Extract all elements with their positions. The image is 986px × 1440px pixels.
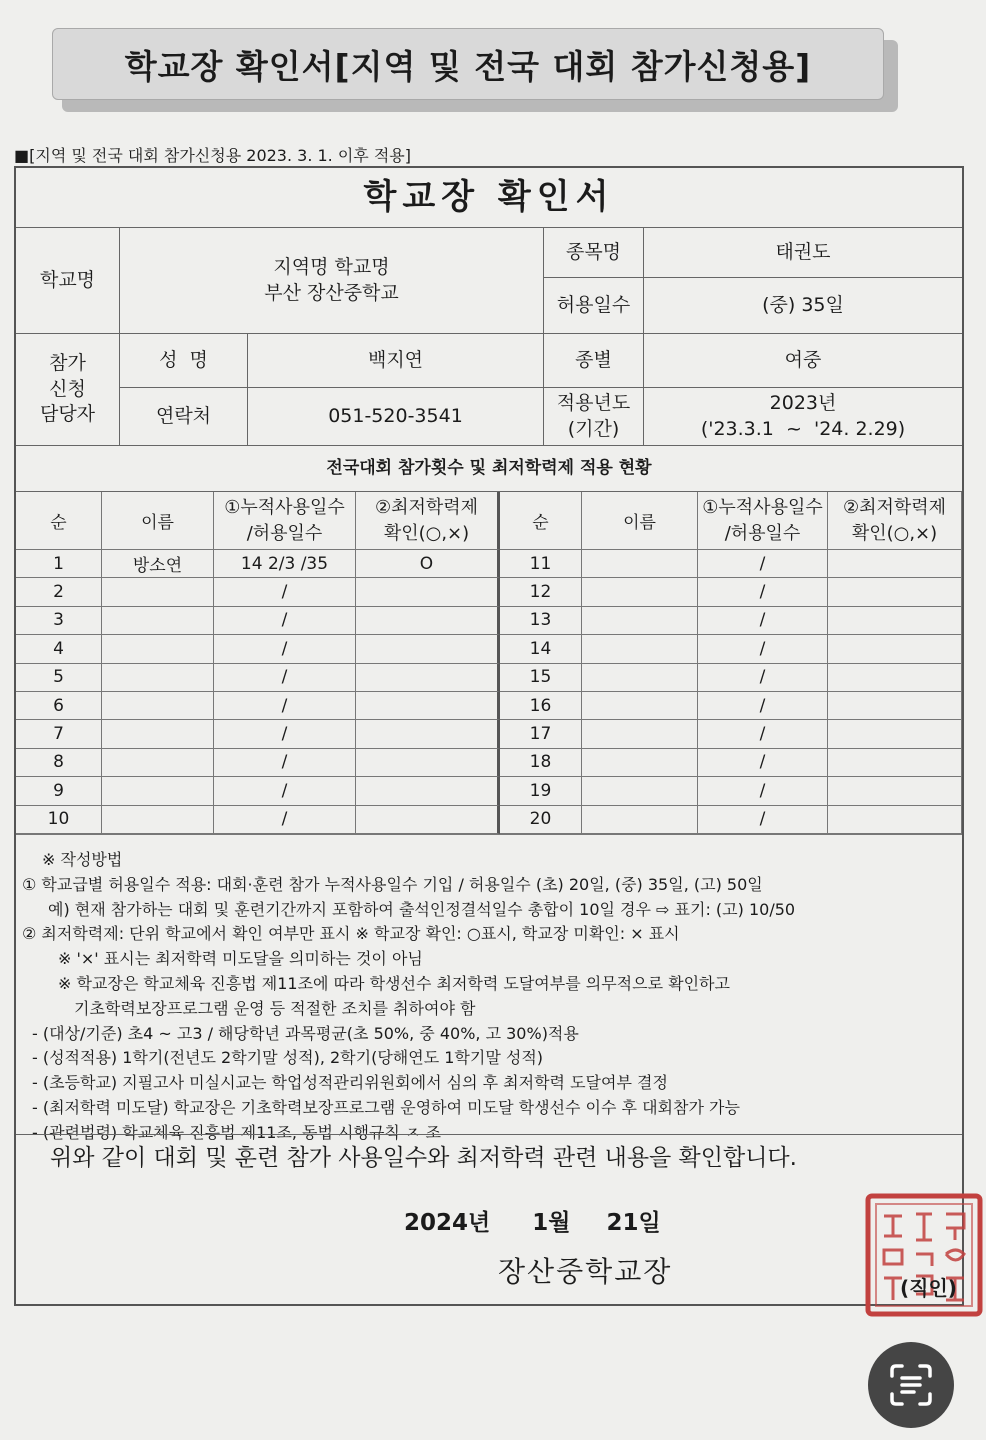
notes-line2: 예) 현재 참가하는 대회 및 훈련기간까지 포함하여 출석인정결석일수 총합이 10일 경우 ⇨ 표기: (고) 10/50: [48, 899, 796, 919]
applicant-label-line3: 담당자: [39, 403, 96, 426]
row-name: [102, 635, 214, 663]
row-check: [356, 749, 500, 777]
row-check: [828, 720, 962, 748]
row-days: /: [214, 777, 356, 805]
right-header-no: 순: [500, 492, 582, 550]
left-header-check-line2: 확인(○,×): [383, 522, 470, 544]
row-no: 9: [16, 777, 102, 805]
row-check: [828, 578, 962, 606]
row-no: 13: [500, 607, 582, 635]
left-header-no: 순: [16, 492, 102, 550]
row-check: [828, 607, 962, 635]
row-days: /: [698, 664, 828, 692]
row-check: [356, 578, 500, 606]
row-days: /: [698, 607, 828, 635]
row-days: /: [214, 607, 356, 635]
confirmation-form: [14, 166, 964, 1306]
row-name: [582, 664, 698, 692]
left-header-name: 이름: [102, 492, 214, 550]
row-check: [356, 664, 500, 692]
row-no: 15: [500, 664, 582, 692]
notes-heading: ※ 작성방법: [42, 850, 123, 869]
row-name: [102, 578, 214, 606]
applicant-label-line2: 신청: [49, 377, 86, 400]
row-no: 10: [16, 806, 102, 834]
right-header-check: [828, 492, 962, 550]
row-name: [582, 635, 698, 663]
issue-date: [404, 1204, 661, 1237]
right-header-check-line1: ②최저학력제: [842, 497, 947, 519]
category-value: 여중: [644, 334, 962, 388]
row-check: [356, 635, 500, 663]
contact-label: 연락처: [120, 388, 248, 446]
form-title: 학교장 확인서: [16, 168, 962, 228]
school-value: [120, 228, 544, 334]
right-header-days-line1: ①누적사용일수: [702, 497, 823, 519]
row-days: /: [698, 749, 828, 777]
row-no: 5: [16, 664, 102, 692]
row-no: 6: [16, 692, 102, 720]
row-no: 19: [500, 777, 582, 805]
right-header-days-line2: /허용일수: [724, 522, 801, 544]
row-name: [582, 749, 698, 777]
row-days: /: [698, 777, 828, 805]
row-no: 8: [16, 749, 102, 777]
status-section-title: 전국대회 참가횟수 및 최저학력제 적용 현황: [16, 446, 962, 492]
right-header-name: 이름: [582, 492, 698, 550]
year-value-line2: ('23.3.1 ~ '24. 2.29): [700, 417, 906, 440]
notes-line7: - (대상/기준) 초4 ~ 고3 / 해당학년 과목평균(초 50%, 중 40%, 고 30%)적용: [32, 1023, 579, 1043]
row-days: /: [698, 692, 828, 720]
row-name: [102, 777, 214, 805]
notes-line9: - (초등학교) 지필고사 미실시교는 학업성적관리위원회에서 심의 후 최저학력 도달여부 결정: [32, 1073, 668, 1093]
row-no: 3: [16, 607, 102, 635]
category-label: 종별: [544, 334, 644, 388]
row-check: [356, 777, 500, 805]
row-no: 18: [500, 749, 582, 777]
left-header-check: [356, 492, 500, 550]
row-check: [828, 749, 962, 777]
row-days: /: [698, 550, 828, 578]
form-subheading: ■[지역 및 전국 대회 참가신청용 2023. 3. 1. 이후 적용]: [14, 146, 412, 165]
row-days: /: [214, 720, 356, 748]
name-label: 성 명: [120, 334, 248, 388]
table-bottom-rule: [16, 834, 962, 835]
applicant-label: [16, 334, 120, 446]
row-name: [102, 607, 214, 635]
row-name: [582, 550, 698, 578]
row-check: O: [356, 550, 500, 578]
row-days: 14 2/3 /35: [214, 550, 356, 578]
row-no: 12: [500, 578, 582, 606]
year-value: [644, 388, 962, 446]
row-name: [582, 607, 698, 635]
right-header-days: [698, 492, 828, 550]
row-name: [582, 777, 698, 805]
row-name: [102, 664, 214, 692]
left-header-check-line1: ②최저학력제: [374, 497, 479, 519]
row-name: [582, 692, 698, 720]
notes-line4: ※ '×' 표시는 최저학력 미도달을 의미하는 것이 아님: [58, 949, 423, 969]
notes-line6: 기초학력보장프로그램 운영 등 적절한 조치를 취하여야 함: [74, 998, 476, 1018]
row-days: /: [698, 635, 828, 663]
notes-line5: ※ 학교장은 학교체육 진흥법 제11조에 따라 학생선수 최저학력 도달여부를 의무적으로 확인하고: [58, 973, 730, 993]
row-days: /: [214, 664, 356, 692]
row-name: [582, 720, 698, 748]
sport-label: 종목명: [544, 228, 644, 278]
school-value-line2: 부산 장산중학교: [264, 281, 399, 304]
banner-title: 학교장 확인서[지역 및 전국 대회 참가신청용]: [52, 28, 884, 100]
row-no: 16: [500, 692, 582, 720]
row-check: [828, 664, 962, 692]
left-header-days-line1: ①누적사용일수: [224, 497, 345, 519]
date-day: 21일: [606, 1210, 661, 1236]
status-table: [16, 492, 962, 834]
row-check: [828, 550, 962, 578]
applicant-label-line1: 참가: [49, 352, 86, 375]
year-value-line1: 2023년: [769, 391, 837, 414]
row-days: /: [214, 692, 356, 720]
year-label: [544, 388, 644, 446]
row-days: /: [214, 578, 356, 606]
row-check: [356, 692, 500, 720]
name-value: 백지연: [248, 334, 544, 388]
year-label-line2: (기간): [567, 417, 620, 440]
row-check: [828, 777, 962, 805]
notes-line8: - (성적적용) 1학기(전년도 2학기말 성적), 2학기(당해연도 1학기말 성적): [32, 1048, 544, 1068]
row-name: [102, 720, 214, 748]
allowed-days-label: 허용일수: [544, 278, 644, 334]
text-scan-icon: [888, 1362, 934, 1408]
row-check: [828, 635, 962, 663]
contact-value: 051-520-3541: [248, 388, 544, 446]
row-name: [582, 806, 698, 834]
text-scan-button[interactable]: [868, 1342, 954, 1428]
notes-line1: ① 학교급별 허용일수 적용: 대회·훈련 참가 누적사용일수 기입 / 허용일수 (초) 20일, (중) 35일, (고) 50일: [22, 874, 763, 894]
principal-title: 장산중학교장: [498, 1255, 673, 1288]
row-days: /: [214, 635, 356, 663]
row-days: /: [214, 749, 356, 777]
confirmation-statement: 위와 같이 대회 및 훈련 참가 사용일수와 최저학력 관련 내용을 확인합니다.: [16, 1134, 962, 1172]
row-no: 20: [500, 806, 582, 834]
writing-instructions: [22, 848, 958, 1146]
notes-line3: ② 최저학력제: 단위 학교에서 확인 여부만 표시 ※ 학교장 확인: ○표시, 학교장 미확인: × 표시: [22, 924, 680, 944]
row-no: 1: [16, 550, 102, 578]
row-no: 14: [500, 635, 582, 663]
row-days: /: [698, 578, 828, 606]
row-name: [102, 749, 214, 777]
left-header-days: [214, 492, 356, 550]
row-name: [102, 692, 214, 720]
row-no: 2: [16, 578, 102, 606]
row-check: [828, 692, 962, 720]
row-check: [356, 607, 500, 635]
row-check: [356, 720, 500, 748]
row-name: [102, 806, 214, 834]
allowed-days-value: (중) 35일: [644, 278, 962, 334]
date-year: 2024년: [404, 1210, 491, 1236]
seal-label: (직인): [900, 1276, 957, 1300]
date-month: 1월: [532, 1210, 571, 1236]
row-no: 7: [16, 720, 102, 748]
school-value-line1: 지역명 학교명: [273, 255, 390, 278]
row-check: [356, 806, 500, 834]
school-label: 학교명: [16, 228, 120, 334]
left-header-days-line2: /허용일수: [246, 522, 323, 544]
sport-value: 태권도: [644, 228, 962, 278]
row-days: /: [214, 806, 356, 834]
row-name: 방소연: [102, 550, 214, 578]
row-check: [828, 806, 962, 834]
row-name: [582, 578, 698, 606]
notes-line11: - (관련법령) 학교체육 진흥법 제11조, 동법 시행규칙 ㅈ 조: [32, 1122, 441, 1142]
notes-line10: - (최저학력 미도달) 학교장은 기초학력보장프로그램 운영하여 미도달 학생선수 이수 후 대회참가 가능: [32, 1097, 740, 1117]
row-days: /: [698, 806, 828, 834]
row-no: 11: [500, 550, 582, 578]
right-header-check-line2: 확인(○,×): [851, 522, 938, 544]
year-label-line1: 적용년도: [556, 391, 631, 414]
row-no: 4: [16, 635, 102, 663]
row-days: /: [698, 720, 828, 748]
row-no: 17: [500, 720, 582, 748]
